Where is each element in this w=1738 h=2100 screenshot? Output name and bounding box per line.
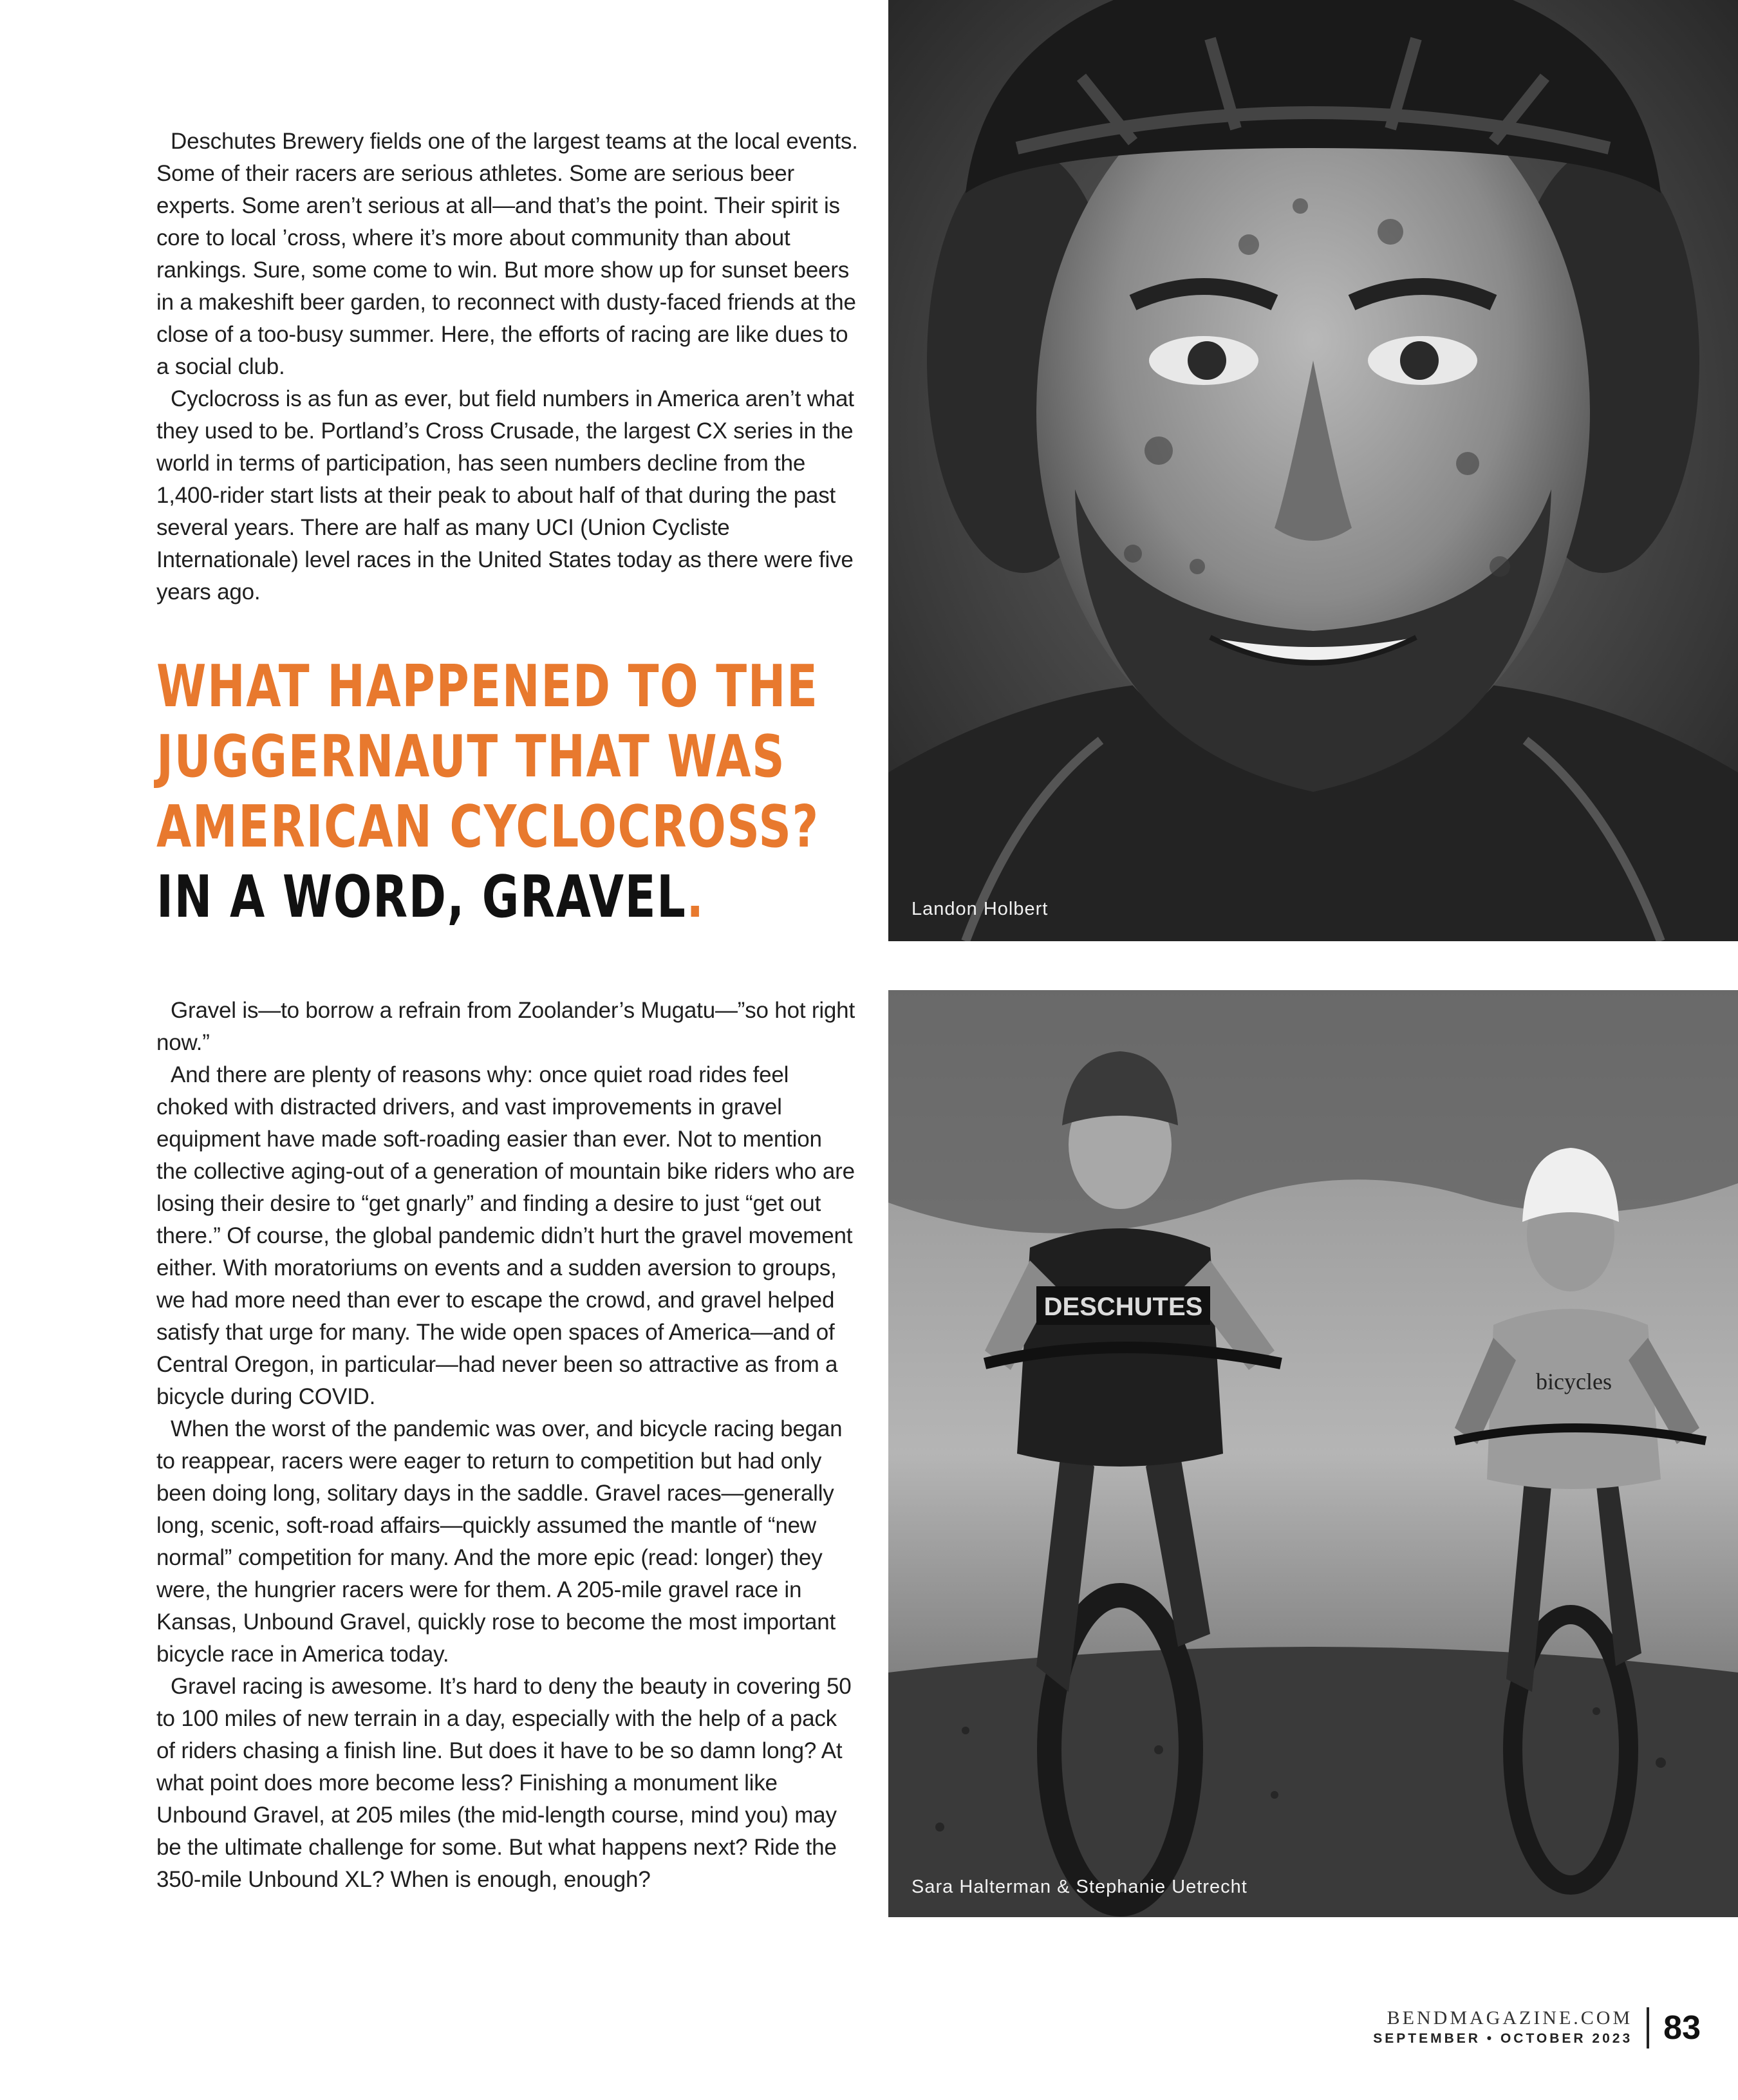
photo-caption-bottom: Sara Halterman & Stephanie Uetrecht (911, 1877, 1247, 1897)
headline-period: . (686, 863, 705, 931)
portrait-illustration (888, 0, 1738, 941)
photo-cyclist-portrait (888, 0, 1738, 941)
article-column-top (156, 126, 858, 608)
footer-issue-date: SEPTEMBER • OCTOBER 2023 (1373, 2031, 1633, 2046)
photo-cyclists-racing (888, 990, 1738, 1917)
footer-divider (1647, 2007, 1649, 2048)
jersey-text-front: DESCHUTES (1043, 1293, 1203, 1321)
paragraph: Cyclocross is as fun as ever, but field numbers in America aren’t what they used to be. Portland’s Cross Crusade, the largest CX series in the world in terms of participation, has seen numbers decline from the 1,400-rider start lists at their peak to about half of that during the past several years. There are half as many UCI (Union Cycliste Internationale) level races in the United States today as there were five years ago. (156, 386, 854, 605)
headline-line-2: JUGGERNAUT THAT WAS (156, 723, 786, 791)
race-illustration (888, 990, 1738, 1917)
page-number: 83 (1663, 2009, 1701, 2047)
headline-line-3: AMERICAN CYCLOCROSS? (156, 793, 819, 861)
headline-answer: IN A WORD, GRAVEL (156, 863, 687, 931)
jersey-text-back: bicycles (1536, 1369, 1612, 1394)
headline-line-4 (156, 862, 714, 932)
page-footer (1373, 1999, 1701, 2057)
pull-quote-headline (156, 652, 871, 932)
paragraph: Gravel is—to borrow a refrain from Zoolander’s Mugatu—”so hot right now.” (156, 998, 855, 1055)
paragraph: Deschutes Brewery fields one of the largest teams at the local events. Some of their racers are serious athletes. Some are serious beer experts. Some aren’t serious at all—and that’s the point. Their spirit is core to local ’cross, where it’s more about community than about rankings. Sure, some come to win. But more show up for sunset beers in a makeshift beer garden, to reconnect with dusty-faced friends at the close of a too-busy summer. Here, the efforts of racing are like dues to a social club. (156, 129, 858, 379)
footer-masthead (1373, 2007, 1632, 2048)
paragraph: And there are plenty of reasons why: once quiet road rides feel choked with distracted drivers, and vast improvements in gravel equipment have made soft-roading easier than ever. Not to mention the collective aging-out of a generation of mountain bike riders who are losing their desire to “get gnarly” and finding a desire to just “get out there.” Of course, the global pandemic didn’t hurt the gravel movement either. With moratoriums on events and a sudden aversion to groups, we had more need than ever to escape the crowd, and gravel helped satisfy that urge for many. The wide open spaces of America—and of Central Oregon, in particular—had never been so attractive as from a bicycle during COVID. (156, 1062, 855, 1409)
article-column-bottom (156, 995, 858, 1896)
headline-line-1: WHAT HAPPENED TO THE (156, 653, 819, 720)
photo-caption-top: Landon Holbert (911, 899, 1049, 919)
paragraph: Gravel racing is awesome. It’s hard to deny the beauty in covering 50 to 100 miles of new terrain in a day, especially with the help of a pack of riders chasing a finish line. But does it have to be so damn long? At what point does more become less? Finishing a monument like Unbound Gravel, at 205 miles (the mid-length course, mind you) may be the ultimate challenge for some. But what happens next? Ride the 350-mile Unbound XL? When is enough, enough? (156, 1674, 852, 1892)
paragraph: When the worst of the pandemic was over, and bicycle racing began to reappear, racers were eager to return to competition but had only been doing long, solitary days in the saddle. Gravel races—generally long, scenic, soft-road affairs—quickly assumed the mantle of “new normal” competition for many. And the more epic (read: longer) they were, the hungrier racers were for them. A 205-mile gravel race in Kansas, Unbound Gravel, quickly rose to become the most important bicycle race in America today. (156, 1416, 843, 1667)
footer-site-url[interactable]: BENDMAGAZINE.COM (1387, 2007, 1633, 2029)
